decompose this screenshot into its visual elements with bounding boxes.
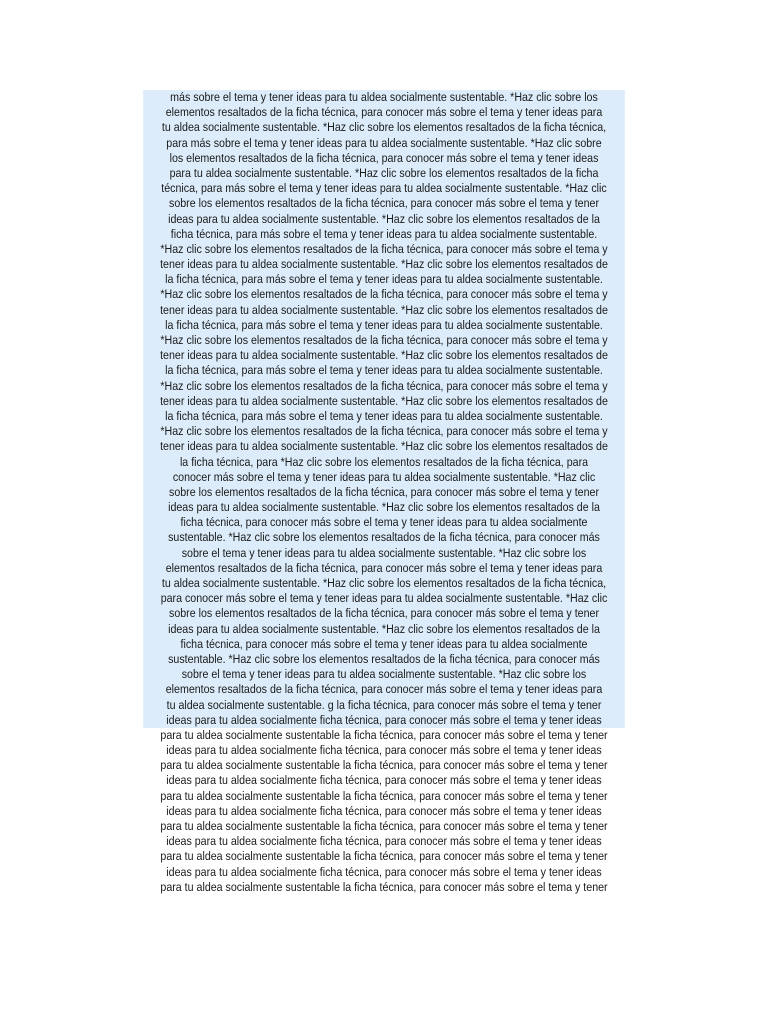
highlighted-text-line: tener ideas para tu aldea socialmente sustentable. *Haz clic sobre los elementos resaltados de — [143, 439, 625, 454]
highlighted-text-line: elementos resaltados de la ficha técnica, para conocer más sobre el tema y tener ideas para — [143, 105, 625, 120]
highlighted-text-line: sobre los elementos resaltados de la ficha técnica, para conocer más sobre el tema y tener — [143, 485, 625, 500]
highlighted-text-line: sobre el tema y tener ideas para tu aldea socialmente sustentable. *Haz clic sobre los — [143, 667, 625, 682]
highlighted-text-line: sustentable. *Haz clic sobre los elementos resaltados de la ficha técnica, para conocer más — [143, 652, 625, 667]
highlighted-text-line: conocer más sobre el tema y tener ideas para tu aldea socialmente sustentable. *Haz clic — [143, 470, 625, 485]
text-line: para tu aldea socialmente sustentable la ficha técnica, para conocer más sobre el tema y tener — [160, 788, 608, 803]
highlighted-text-line: la ficha técnica, para *Haz clic sobre los elementos resaltados de la ficha técnica, para — [143, 455, 625, 470]
highlighted-text-line: ficha técnica, para conocer más sobre el tema y tener ideas para tu aldea socialmente — [143, 515, 625, 530]
highlighted-text-line: para más sobre el tema y tener ideas para tu aldea socialmente sustentable. *Haz clic sobre — [143, 136, 625, 151]
highlighted-text-line: *Haz clic sobre los elementos resaltados de la ficha técnica, para conocer más sobre el tema y — [143, 242, 625, 257]
highlighted-text-line: tu aldea socialmente sustentable. *Haz clic sobre los elementos resaltados de la ficha técnica, — [143, 576, 625, 591]
text-line: ideas para tu aldea socialmente ficha técnica, para conocer más sobre el tema y tener ideas — [166, 864, 602, 879]
highlighted-text-line: sobre los elementos resaltados de la ficha técnica, para conocer más sobre el tema y tener — [143, 606, 625, 621]
highlighted-text-line: sobre los elementos resaltados de la ficha técnica, para conocer más sobre el tema y tener — [143, 196, 625, 211]
highlighted-text-line: *Haz clic sobre los elementos resaltados de la ficha técnica, para conocer más sobre el tema y — [143, 333, 625, 348]
highlighted-text-line: ficha técnica, para más sobre el tema y tener ideas para tu aldea socialmente sustentable. — [143, 227, 625, 242]
highlighted-text-line: *Haz clic sobre los elementos resaltados de la ficha técnica, para conocer más sobre el tema y — [143, 379, 625, 394]
highlighted-text-line: tener ideas para tu aldea socialmente sustentable. *Haz clic sobre los elementos resaltados de — [143, 303, 625, 318]
highlighted-text-line: *Haz clic sobre los elementos resaltados de la ficha técnica, para conocer más sobre el tema y — [143, 287, 625, 302]
highlighted-text-line: tener ideas para tu aldea socialmente sustentable. *Haz clic sobre los elementos resaltados de — [143, 348, 625, 363]
highlighted-text-line: ideas para tu aldea socialmente sustentable. *Haz clic sobre los elementos resaltados de la — [143, 500, 625, 515]
highlighted-text-line: *Haz clic sobre los elementos resaltados de la ficha técnica, para conocer más sobre el tema y — [143, 424, 625, 439]
highlighted-text-line: los elementos resaltados de la ficha técnica, para conocer más sobre el tema y tener ideas — [143, 151, 625, 166]
text-line: ideas para tu aldea socialmente ficha técnica, para conocer más sobre el tema y tener ideas — [166, 834, 602, 849]
body-text — [104, 90, 664, 895]
highlighted-text-line: sustentable. *Haz clic sobre los elementos resaltados de la ficha técnica, para conocer más — [143, 530, 625, 545]
highlighted-text-line: ideas para tu aldea socialmente sustentable. *Haz clic sobre los elementos resaltados de la — [143, 212, 625, 227]
highlighted-text-line: elementos resaltados de la ficha técnica, para conocer más sobre el tema y tener ideas para — [143, 561, 625, 576]
highlighted-text-line: tener ideas para tu aldea socialmente sustentable. *Haz clic sobre los elementos resaltados de — [143, 394, 625, 409]
text-line: para tu aldea socialmente sustentable la ficha técnica, para conocer más sobre el tema y tener — [160, 727, 608, 742]
highlighted-text-line: para tu aldea socialmente sustentable. *Haz clic sobre los elementos resaltados de la ficha — [143, 166, 625, 181]
highlighted-text-line: sobre el tema y tener ideas para tu aldea socialmente sustentable. *Haz clic sobre los — [143, 546, 625, 561]
text-line: ideas para tu aldea socialmente ficha técnica, para conocer más sobre el tema y tener ideas — [166, 743, 602, 758]
highlighted-text-line: más sobre el tema y tener ideas para tu aldea socialmente sustentable. *Haz clic sobre los — [143, 90, 625, 105]
highlighted-text-line: la ficha técnica, para más sobre el tema y tener ideas para tu aldea socialmente sustentable. — [143, 409, 625, 424]
highlighted-text-line: técnica, para más sobre el tema y tener ideas para tu aldea socialmente sustentable. *Haz clic — [143, 181, 625, 196]
text-line: ideas para tu aldea socialmente ficha técnica, para conocer más sobre el tema y tener ideas — [166, 773, 602, 788]
text-line: para tu aldea socialmente sustentable la ficha técnica, para conocer más sobre el tema y tener — [160, 849, 608, 864]
highlighted-text-line: ficha técnica, para conocer más sobre el tema y tener ideas para tu aldea socialmente — [143, 637, 625, 652]
highlighted-text-line: tu aldea socialmente sustentable. *Haz clic sobre los elementos resaltados de la ficha técnica, — [143, 120, 625, 135]
highlighted-text-line: tu aldea socialmente sustentable. g la ficha técnica, para conocer más sobre el tema y tener — [143, 698, 625, 713]
highlighted-text-line: elementos resaltados de la ficha técnica, para conocer más sobre el tema y tener ideas para — [143, 682, 625, 697]
highlighted-text-line: ideas para tu aldea socialmente ficha técnica, para conocer más sobre el tema y tener ideas — [143, 713, 625, 728]
text-line: para tu aldea socialmente sustentable la ficha técnica, para conocer más sobre el tema y tener — [160, 819, 608, 833]
highlighted-text-line: la ficha técnica, para más sobre el tema y tener ideas para tu aldea socialmente sustentable. — [143, 272, 625, 287]
text-line: para tu aldea socialmente sustentable la ficha técnica, para conocer más sobre el tema y tener — [160, 758, 608, 773]
highlighted-text-line: la ficha técnica, para más sobre el tema y tener ideas para tu aldea socialmente sustentable. — [143, 318, 625, 333]
highlighted-text-line: ideas para tu aldea socialmente sustentable. *Haz clic sobre los elementos resaltados de la — [143, 622, 625, 637]
highlighted-text-line: la ficha técnica, para más sobre el tema y tener ideas para tu aldea socialmente sustentable. — [143, 363, 625, 378]
highlighted-text-line: tener ideas para tu aldea socialmente sustentable. *Haz clic sobre los elementos resaltados de — [143, 257, 625, 272]
text-line: ideas para tu aldea socialmente ficha técnica, para conocer más sobre el tema y tener ideas — [166, 803, 602, 818]
text-line: para tu aldea socialmente sustentable la ficha técnica, para conocer más sobre el tema y tener — [160, 879, 608, 894]
highlighted-text-line: para conocer más sobre el tema y tener ideas para tu aldea socialmente sustentable. *Haz clic — [143, 591, 625, 606]
